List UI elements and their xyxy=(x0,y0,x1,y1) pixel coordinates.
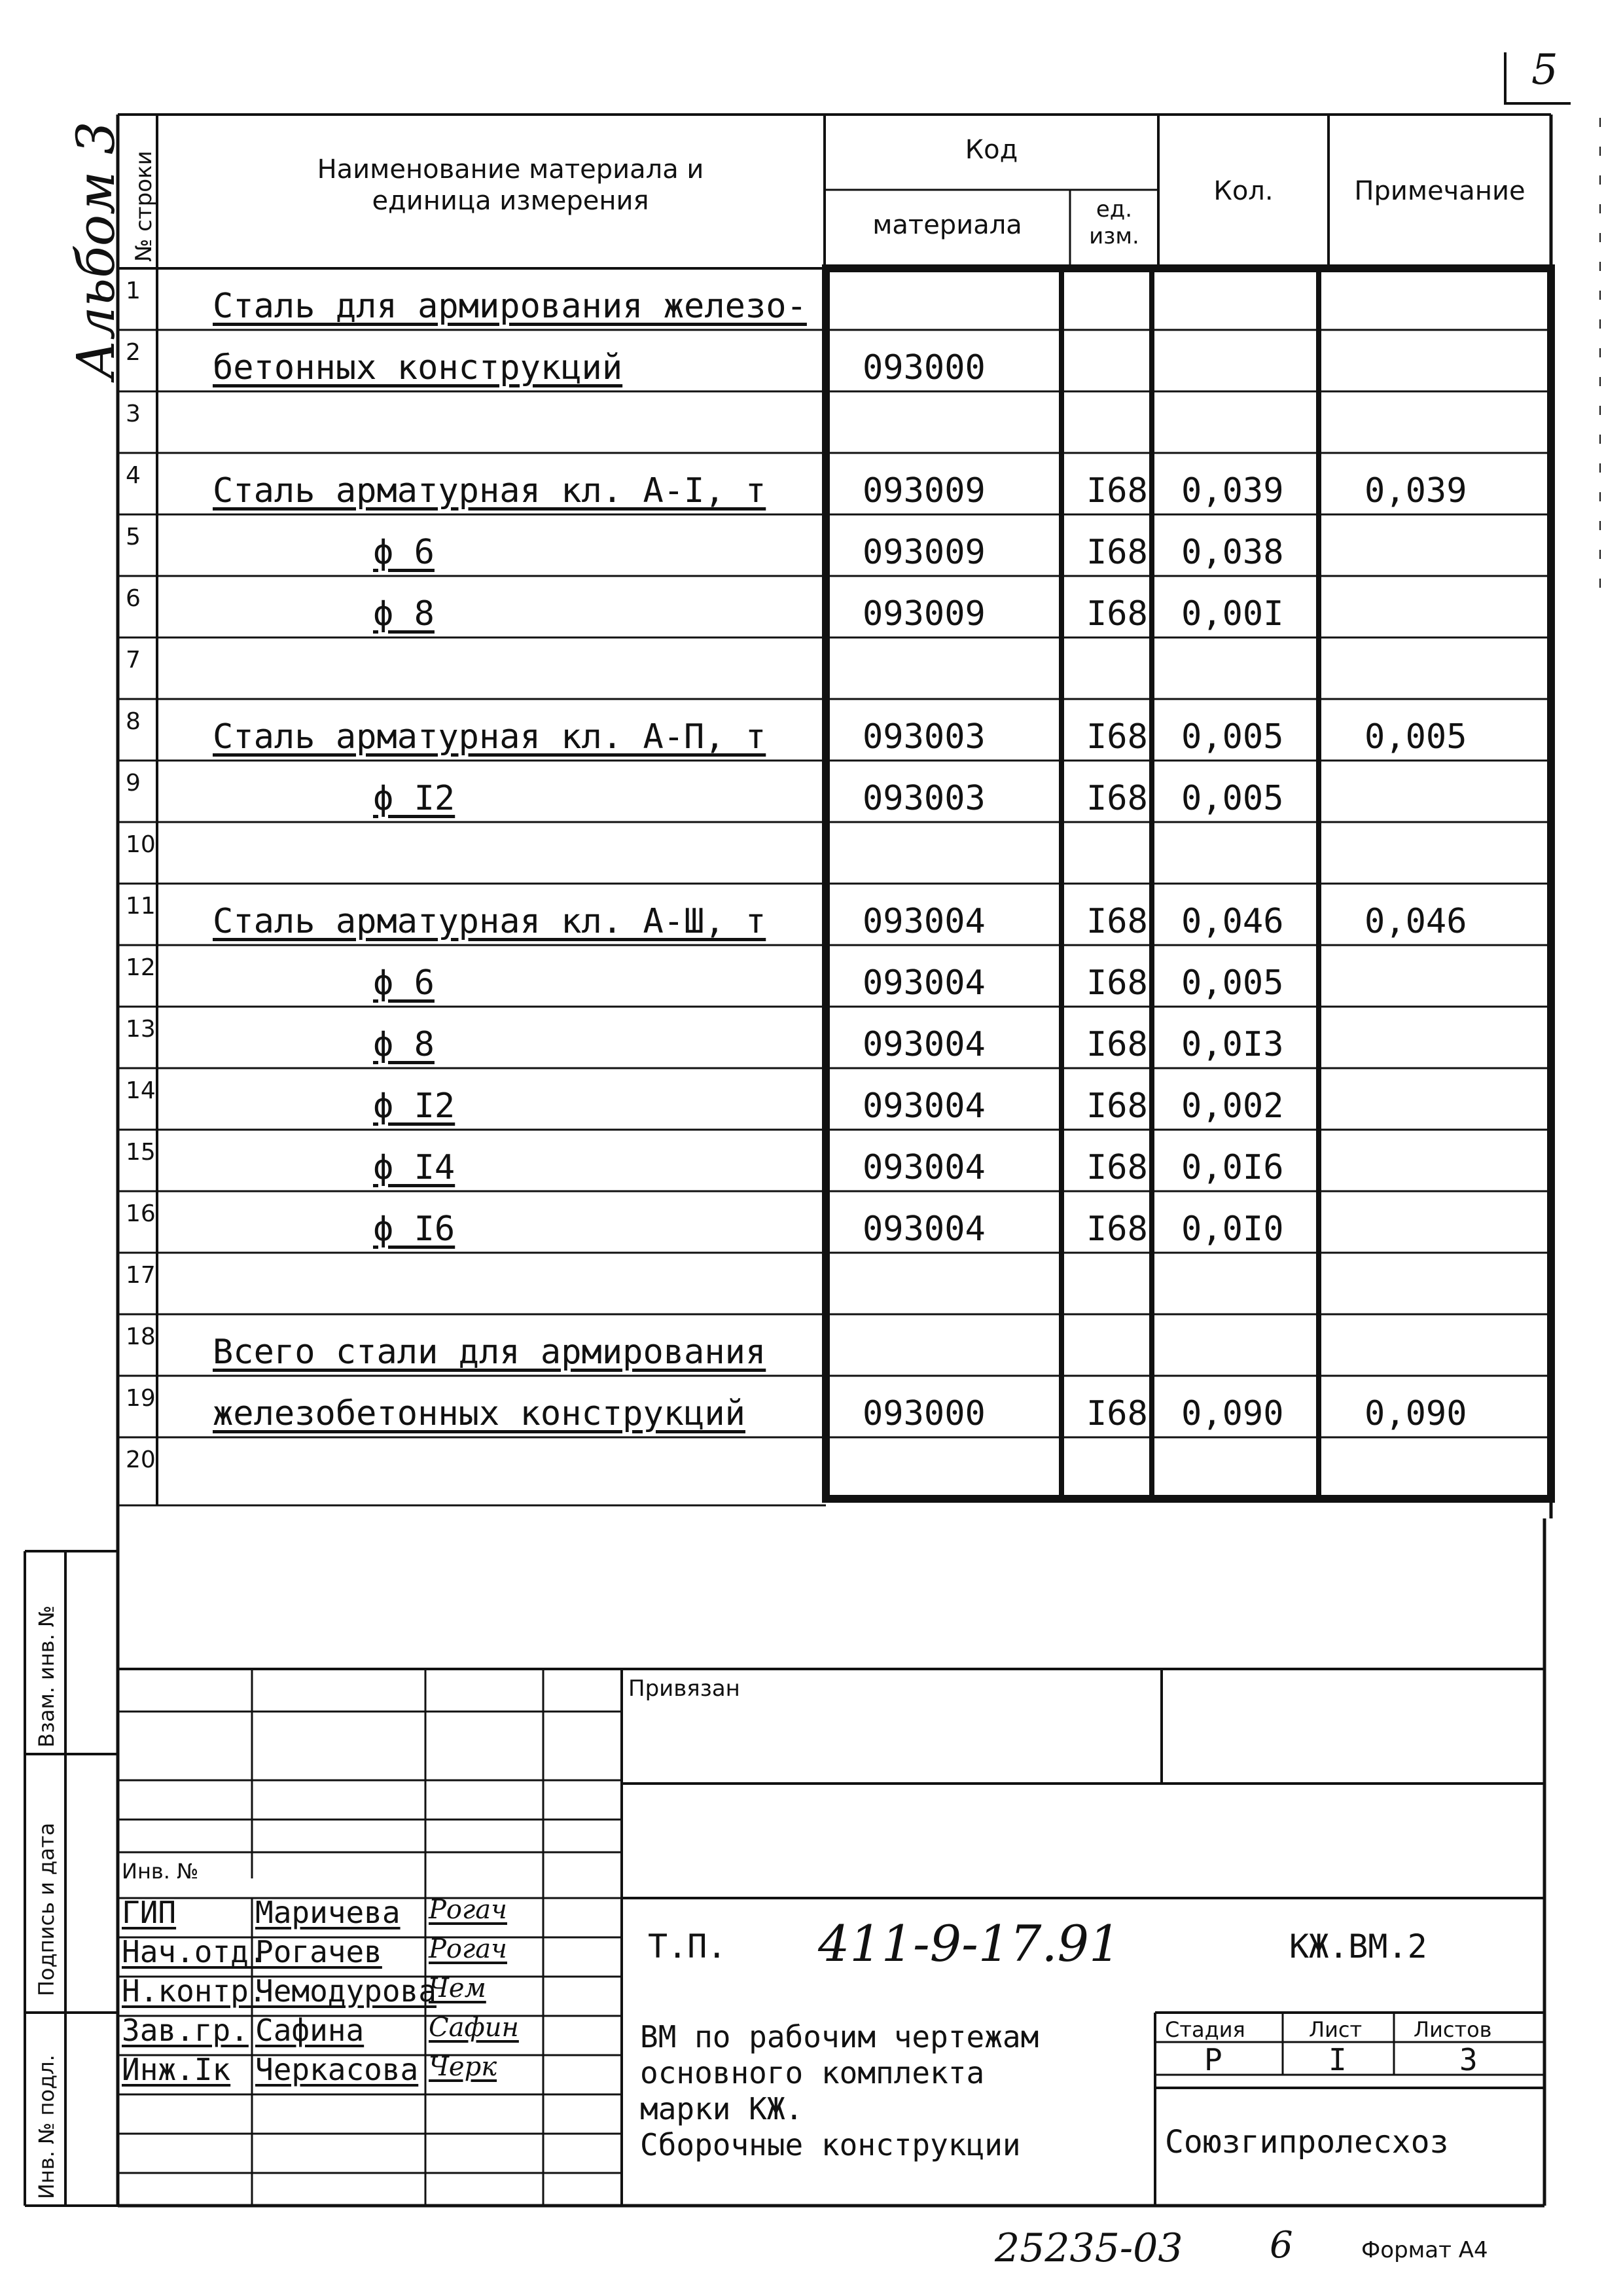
row-material-code: 093004 xyxy=(863,1025,986,1064)
row-quantity: 0,00I xyxy=(1181,594,1284,634)
row-material-code: 093004 xyxy=(863,1148,986,1187)
row-number: 11 xyxy=(126,893,156,920)
staff-signature: Сафин xyxy=(429,2013,519,2043)
row-material-code: 093009 xyxy=(863,471,986,511)
staff-signature: Рогач xyxy=(429,1895,507,1925)
row-name: Сталь арматурная кл. А-I, т xyxy=(213,471,766,511)
sheet-value: I xyxy=(1329,2042,1347,2077)
row-quantity: 0,005 xyxy=(1181,779,1284,818)
description-line-1: ВМ по рабочим чертежам xyxy=(640,2019,1039,2054)
row-name: Всего стали для армирования xyxy=(213,1333,766,1372)
staff-role: Нач.отд. xyxy=(122,1934,267,1969)
row-name: железобетонных конструкций xyxy=(213,1394,745,1433)
row-name: ϕ I2 xyxy=(373,779,455,818)
row-number: 14 xyxy=(126,1077,156,1104)
stamp-vzam-inv: Взам. инв. № xyxy=(34,1605,59,1748)
tp-label: Т.П. xyxy=(648,1928,727,1965)
row-material-code: 093003 xyxy=(863,779,986,818)
row-quantity: 0,002 xyxy=(1181,1086,1284,1126)
row-number: 3 xyxy=(126,401,141,427)
row-unit-code: I68 xyxy=(1086,779,1148,818)
row-unit-code: I68 xyxy=(1086,1148,1148,1187)
staff-role: Инж.Iк xyxy=(122,2052,231,2087)
sheets-value: 3 xyxy=(1459,2042,1478,2077)
row-unit-code: I68 xyxy=(1086,963,1148,1003)
row-material-code: 093004 xyxy=(863,902,986,941)
row-note: 0,090 xyxy=(1364,1394,1467,1433)
row-number: 12 xyxy=(126,954,156,981)
staff-signature: Рогач xyxy=(429,1934,507,1964)
row-number: 1 xyxy=(126,278,141,304)
staff-signature: Черк xyxy=(429,2052,497,2082)
row-number: 19 xyxy=(126,1385,156,1412)
col-header-code: Код xyxy=(965,135,1018,165)
row-number: 9 xyxy=(126,770,141,797)
staff-name: Чемодурова xyxy=(255,1973,437,2009)
row-unit-code: I68 xyxy=(1086,902,1148,941)
row-quantity: 0,0I0 xyxy=(1181,1210,1284,1249)
row-number: 5 xyxy=(126,524,141,550)
row-note: 0,039 xyxy=(1364,471,1467,511)
row-number: 10 xyxy=(126,831,156,858)
row-number: 7 xyxy=(126,647,141,673)
row-number: 4 xyxy=(126,462,141,489)
row-note: 0,046 xyxy=(1364,902,1467,941)
row-quantity: 0,090 xyxy=(1181,1394,1284,1433)
row-name: ϕ I6 xyxy=(373,1210,455,1249)
row-quantity: 0,0I3 xyxy=(1181,1025,1284,1064)
col-header-name: Наименование материала и единица измерения xyxy=(317,154,704,216)
organization: Союзгипролесхоз xyxy=(1165,2124,1449,2161)
row-unit-code: I68 xyxy=(1086,594,1148,634)
col-header-rownum: № строки xyxy=(131,151,157,262)
row-name: ϕ I2 xyxy=(373,1086,455,1126)
row-material-code: 093000 xyxy=(863,348,986,387)
format-label: Формат А4 xyxy=(1361,2237,1488,2263)
row-material-code: 093004 xyxy=(863,963,986,1003)
row-name: бетонных конструкций xyxy=(213,348,623,387)
row-number: 8 xyxy=(126,708,141,735)
stamp-podpis-data: Подпись и дата xyxy=(34,1822,59,1996)
row-number: 16 xyxy=(126,1200,156,1227)
row-material-code: 093004 xyxy=(863,1086,986,1126)
description-line-4: Сборочные конструкции xyxy=(640,2127,1021,2162)
row-name: Сталь арматурная кл. А-Ш, т xyxy=(213,902,766,941)
stamp-inv-podl: Инв. № подл. xyxy=(34,2054,59,2199)
row-name: ϕ 8 xyxy=(373,594,435,634)
row-unit-code: I68 xyxy=(1086,1394,1148,1433)
row-number: 6 xyxy=(126,585,141,612)
row-quantity: 0,005 xyxy=(1181,717,1284,757)
row-unit-code: I68 xyxy=(1086,1025,1148,1064)
row-number: 2 xyxy=(126,339,141,366)
staff-name: Черкасова xyxy=(255,2052,419,2087)
doc-code: КЖ.ВМ.2 xyxy=(1289,1928,1427,1965)
staff-role: Зав.гр. xyxy=(122,2013,249,2048)
row-name: ϕ I4 xyxy=(373,1148,455,1187)
row-name: ϕ 6 xyxy=(373,533,435,572)
row-name: ϕ 6 xyxy=(373,963,435,1003)
row-name: ϕ 8 xyxy=(373,1025,435,1064)
row-name: Сталь для армирования железо- xyxy=(213,287,807,326)
col-header-qty: Кол. xyxy=(1213,176,1274,206)
staff-name: Маричева xyxy=(255,1895,401,1930)
row-number: 18 xyxy=(126,1323,156,1350)
privyazan-label: Привязан xyxy=(628,1676,740,1702)
row-number: 13 xyxy=(126,1016,156,1043)
row-quantity: 0,0I6 xyxy=(1181,1148,1284,1187)
col-header-note: Примечание xyxy=(1354,176,1525,206)
row-unit-code: I68 xyxy=(1086,717,1148,757)
col-header-code-unit: ед. изм. xyxy=(1089,196,1139,249)
row-unit-code: I68 xyxy=(1086,1086,1148,1126)
archive-number: 25235-03 xyxy=(995,2225,1183,2271)
sheet-label: Лист xyxy=(1309,2017,1363,2042)
staff-name: Сафина xyxy=(255,2013,365,2048)
row-number: 17 xyxy=(126,1262,156,1289)
row-unit-code: I68 xyxy=(1086,471,1148,511)
description-line-3: марки КЖ. xyxy=(640,2091,804,2126)
stage-value: Р xyxy=(1204,2042,1222,2077)
staff-name: Рогачев xyxy=(255,1934,382,1969)
row-unit-code: I68 xyxy=(1086,533,1148,572)
row-name: Сталь арматурная кл. А-П, т xyxy=(213,717,766,757)
staff-role: Н.контр. xyxy=(122,1973,267,2009)
row-material-code: 093000 xyxy=(863,1394,986,1433)
stage-label: Стадия xyxy=(1165,2017,1245,2042)
page-corner-number: 5 xyxy=(1531,46,1558,94)
description-line-2: основного комплекта xyxy=(640,2055,985,2090)
col-header-code-material: материала xyxy=(872,210,1022,240)
tp-number: 411-9-17.91 xyxy=(818,1914,1121,1973)
row-number: 15 xyxy=(126,1139,156,1166)
sheets-label: Листов xyxy=(1414,2017,1492,2042)
inv-no-label: Инв. № xyxy=(122,1859,199,1884)
row-material-code: 093003 xyxy=(863,717,986,757)
staff-role: ГИП xyxy=(122,1895,177,1930)
row-quantity: 0,046 xyxy=(1181,902,1284,941)
row-material-code: 093009 xyxy=(863,533,986,572)
staff-signature: Чем xyxy=(429,1973,486,2003)
row-unit-code: I68 xyxy=(1086,1210,1148,1249)
row-quantity: 0,039 xyxy=(1181,471,1284,511)
footer-page-number: 6 xyxy=(1270,2224,1293,2267)
row-quantity: 0,005 xyxy=(1181,963,1284,1003)
album-label: Альбом 3 xyxy=(65,121,126,380)
row-quantity: 0,038 xyxy=(1181,533,1284,572)
row-number: 20 xyxy=(126,1446,156,1473)
row-material-code: 093004 xyxy=(863,1210,986,1249)
row-material-code: 093009 xyxy=(863,594,986,634)
row-note: 0,005 xyxy=(1364,717,1467,757)
